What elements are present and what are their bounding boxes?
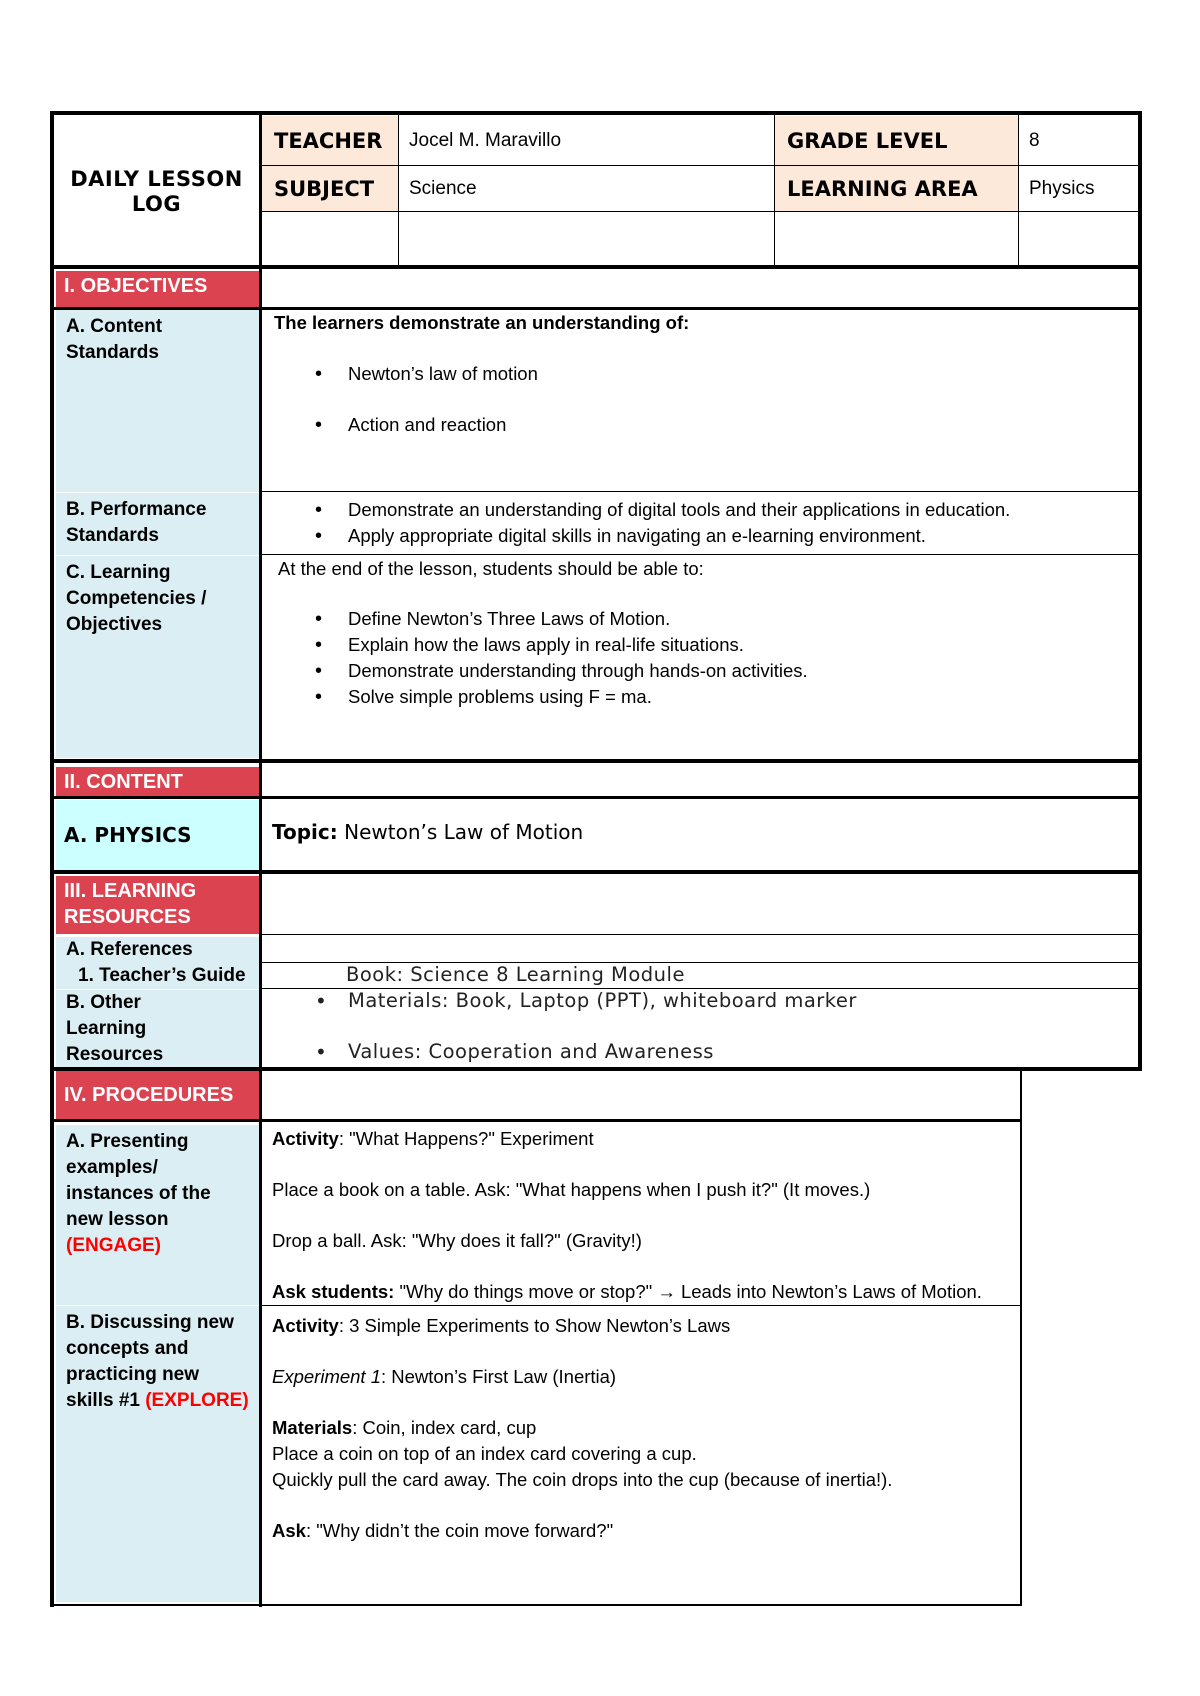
list-item: • Solve simple problems using F = ma. bbox=[274, 684, 1134, 710]
procedure-b-pull: Quickly pull the card away. The coin drops into the cup (because of inertia!). bbox=[272, 1469, 893, 1490]
table-border-bottom bbox=[50, 1604, 1022, 1606]
content-heading: II. CONTENT bbox=[56, 767, 260, 796]
procedure-a-line-3: Drop a ball. Ask: "Why does it fall?" (Gravity!) bbox=[272, 1230, 642, 1251]
procedure-a-label-text: A. Presenting examples/ instances of the new lesson bbox=[66, 1131, 211, 1230]
column-divider bbox=[259, 111, 262, 1607]
ask-students-label: Ask students: bbox=[272, 1281, 395, 1302]
grade-level-label: GRADE LEVEL bbox=[787, 129, 948, 153]
performance-standards-label: B. Performance Standards bbox=[56, 493, 260, 555]
references-label: A. References bbox=[56, 937, 260, 963]
topic-label: Topic: bbox=[272, 820, 338, 844]
list-item: • Values: Cooperation and Awareness bbox=[274, 1039, 1134, 1065]
activity-text: : "What Happens?" Experiment bbox=[338, 1128, 594, 1149]
procedure-a-activity bbox=[272, 1126, 1022, 1152]
row-divider bbox=[262, 1305, 1022, 1306]
teacher-value: Jocel M. Maravillo bbox=[409, 130, 562, 151]
list-item: • Materials: Book, Laptop (PPT), whiteboard marker bbox=[274, 988, 1134, 1014]
activity-label: Activity bbox=[272, 1315, 339, 1336]
teachers-guide-label: 1. Teacher’s Guide bbox=[56, 963, 260, 989]
other-resources-label: B. Other Learning Resources bbox=[56, 990, 260, 1068]
header-col-line bbox=[774, 115, 775, 267]
topic-value: Newton’s Law of Motion bbox=[344, 820, 584, 844]
ask-text: : "Why didn’t the coin move forward?" bbox=[305, 1520, 614, 1541]
header-col-line bbox=[398, 115, 399, 267]
teachers-guide-value: Book: Science 8 Learning Module bbox=[346, 963, 685, 986]
topic-cell bbox=[272, 820, 1132, 844]
procedure-b-experiment bbox=[272, 1364, 1022, 1390]
header-row-line bbox=[262, 165, 1138, 166]
procedure-a-line-2: Place a book on a table. Ask: "What happens when I push it?" (It moves.) bbox=[272, 1179, 871, 1200]
learning-area-value: Physics bbox=[1029, 178, 1095, 199]
teacher-label: TEACHER bbox=[274, 129, 383, 153]
procedure-b-place: Place a coin on top of an index card covering a cup. bbox=[272, 1443, 697, 1464]
table-border-left bbox=[50, 111, 54, 1607]
physics-label-bg bbox=[56, 800, 260, 870]
engage-tag: (ENGAGE) bbox=[66, 1235, 161, 1256]
physics-label: A. PHYSICS bbox=[64, 823, 192, 847]
materials-text: : Coin, index card, cup bbox=[352, 1417, 537, 1438]
section-divider bbox=[50, 1119, 1022, 1122]
procedures-border-right bbox=[1020, 1067, 1022, 1606]
ask-students-text: "Why do things move or stop?" → Leads into Newton’s Laws of Motion. bbox=[394, 1281, 982, 1302]
row-divider bbox=[262, 934, 1138, 935]
grade-level-value: 8 bbox=[1029, 130, 1040, 151]
content-standards-intro: The learners demonstrate an understanding of: bbox=[274, 312, 690, 333]
activity-label: Activity bbox=[272, 1128, 339, 1149]
competencies-list bbox=[274, 606, 1134, 710]
header-col-line bbox=[1018, 115, 1019, 267]
list-item: • Apply appropriate digital skills in navigating an e-learning environment. bbox=[274, 523, 1134, 549]
procedure-b-cell bbox=[272, 1313, 1022, 1544]
list-item: • Explain how the laws apply in real-life situations. bbox=[274, 632, 1134, 658]
experiment-text: : Newton’s First Law (Inertia) bbox=[381, 1366, 617, 1387]
resources-heading: III. LEARNING RESOURCES bbox=[56, 876, 260, 934]
procedure-a-cell bbox=[272, 1126, 1022, 1305]
section-divider bbox=[50, 1067, 1142, 1071]
row-divider bbox=[262, 962, 1138, 963]
section-divider bbox=[50, 265, 1142, 269]
row-divider bbox=[262, 491, 1138, 492]
competencies-label: C. Learning Competencies / Objectives bbox=[56, 556, 260, 758]
table-border-right bbox=[1138, 111, 1142, 1067]
procedure-b-label bbox=[56, 1306, 260, 1602]
competencies-cell bbox=[278, 556, 1134, 710]
section-divider bbox=[50, 307, 1142, 310]
list-item: • Demonstrate understanding through hands-on activities. bbox=[274, 658, 1134, 684]
subject-label: SUBJECT bbox=[274, 177, 375, 201]
competencies-intro: At the end of the lesson, students should be able to: bbox=[278, 558, 704, 579]
procedures-heading: IV. PROCEDURES bbox=[56, 1071, 260, 1119]
explore-tag: (EXPLORE) bbox=[145, 1390, 249, 1411]
section-divider bbox=[50, 870, 1142, 874]
row-divider bbox=[262, 554, 1138, 555]
ask-label: Ask bbox=[272, 1520, 306, 1541]
list-item: • Action and reaction bbox=[274, 412, 1134, 438]
other-resources-list bbox=[274, 988, 1134, 1065]
title-line-1: DAILY LESSON bbox=[70, 167, 243, 191]
procedure-b-label-text: B. Discussing new concepts and practicing new skills #1 bbox=[66, 1312, 234, 1411]
materials-label: Materials bbox=[272, 1417, 353, 1438]
learning-area-label: LEARNING AREA bbox=[787, 177, 978, 201]
procedure-b-activity bbox=[272, 1313, 1022, 1339]
content-standards-list bbox=[274, 361, 1134, 438]
procedure-a-ask bbox=[272, 1279, 1022, 1305]
other-resources-cell bbox=[274, 988, 1134, 1065]
experiment-label: Experiment 1 bbox=[272, 1366, 381, 1387]
section-divider bbox=[50, 759, 1142, 763]
subject-value: Science bbox=[409, 178, 477, 199]
list-item: • Demonstrate an understanding of digital tools and their applications in education. bbox=[274, 497, 1134, 523]
activity-text: : 3 Simple Experiments to Show Newton’s Laws bbox=[338, 1315, 731, 1336]
content-standards-cell bbox=[274, 310, 1134, 438]
title-line-2: LOG bbox=[131, 192, 182, 216]
objectives-heading: I. OBJECTIVES bbox=[56, 271, 260, 307]
procedure-b-ask bbox=[272, 1518, 1022, 1544]
section-divider bbox=[50, 796, 1142, 799]
procedure-a-label bbox=[56, 1125, 260, 1305]
page-title bbox=[54, 167, 259, 217]
list-item: • Newton’s law of motion bbox=[274, 361, 1134, 387]
performance-standards-cell bbox=[274, 497, 1134, 549]
content-standards-label: A. Content Standards bbox=[56, 310, 260, 492]
performance-list bbox=[274, 497, 1134, 549]
table-border-top bbox=[50, 111, 1142, 115]
header-row-line bbox=[262, 211, 1138, 212]
procedure-b-materials bbox=[272, 1415, 1022, 1441]
list-item: • Define Newton’s Three Laws of Motion. bbox=[274, 606, 1134, 632]
row-divider bbox=[262, 988, 1138, 989]
